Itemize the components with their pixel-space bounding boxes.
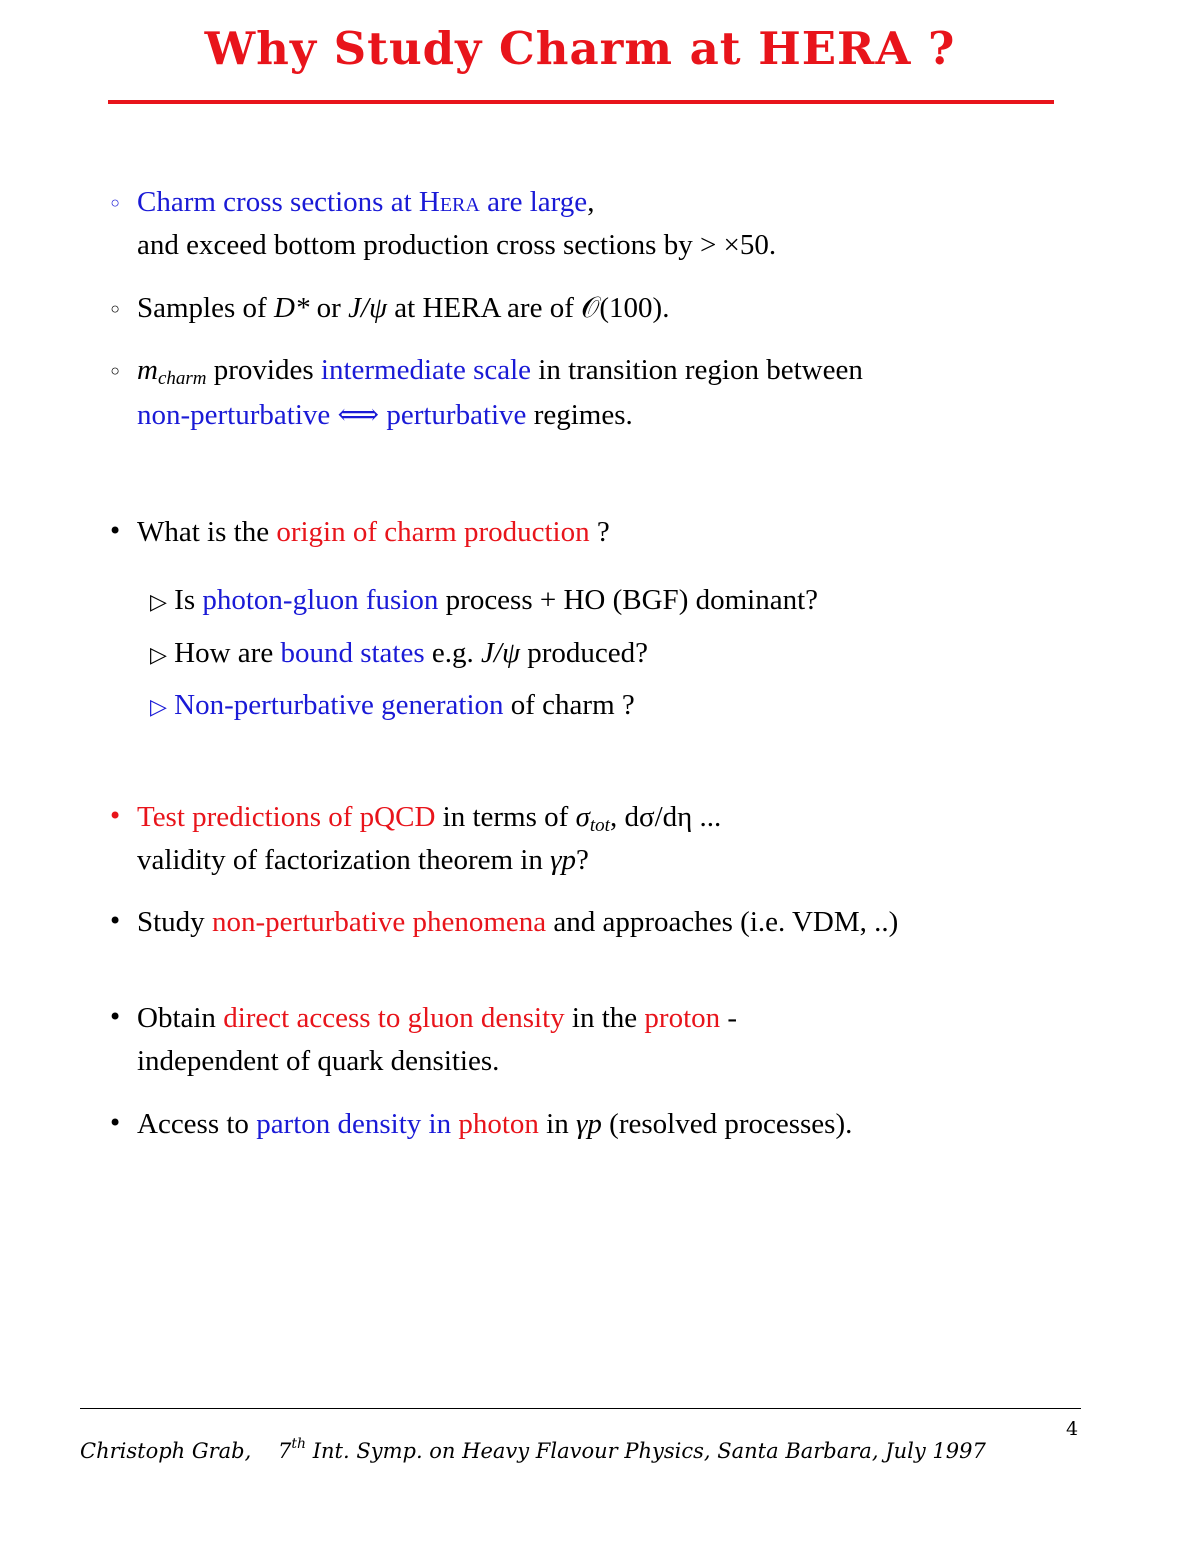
text-segment: provides	[206, 354, 321, 386]
bullet-marker: ◦	[108, 190, 123, 218]
text-segment: at HERA are of	[387, 292, 582, 324]
footer-conference: Int. Symp. on Heavy Flavour Physics, Santa Barbara, July 1997	[306, 1439, 986, 1463]
text-segment: Obtain	[137, 1002, 224, 1034]
math-subscript: charm	[157, 368, 207, 389]
bullet-mcharm	[137, 354, 863, 390]
text-segment: in terms of	[435, 801, 576, 833]
math-sigma: σ	[575, 801, 590, 833]
subbullet-nonpert	[150, 689, 635, 722]
text-segment: in transition region between	[531, 354, 863, 386]
text-segment: produced?	[519, 637, 649, 669]
bullet-cross-sections-line2: and exceed bottom production cross sections by > ×50.	[137, 229, 777, 261]
footer-citation	[80, 1436, 986, 1463]
subbullet-bgf	[150, 584, 818, 617]
triangle-icon: ▷	[150, 694, 167, 719]
bullet-marker: ◦	[108, 296, 123, 324]
text-segment: of charm ?	[503, 689, 635, 721]
text-segment: bound states	[280, 637, 425, 669]
math-dstar: D*	[273, 292, 310, 324]
bullet-nonpert-phenomena	[137, 906, 898, 939]
triangle-icon: ▷	[150, 589, 167, 614]
bullet-samples	[137, 292, 669, 325]
math-gammap: γp	[550, 844, 577, 876]
page-number: 4	[1066, 1418, 1079, 1440]
text-segment: non-perturbative ⟺ perturbative	[137, 399, 527, 431]
footer-divider	[80, 1408, 1081, 1409]
math-order: 𝒪(100).	[581, 292, 670, 324]
footer-ordinal-sup: th	[291, 1436, 307, 1452]
text-segment: Study	[137, 906, 212, 938]
bullet-marker: •	[108, 802, 123, 830]
text-segment: How are	[166, 637, 281, 669]
text-segment: Charm cross sections at	[137, 186, 419, 218]
text-segment: direct access to gluon density	[223, 1002, 565, 1034]
math-gammap: γp	[575, 1108, 602, 1140]
text-segment: origin of charm production	[276, 516, 590, 548]
bullet-origin	[137, 516, 610, 549]
text-segment: process + HO (BGF) dominant?	[438, 584, 819, 616]
hera-smallcaps: Hera	[418, 186, 480, 218]
slide-title: Why Study Charm at HERA ?	[204, 22, 956, 75]
text-segment: ,	[587, 186, 595, 218]
text-segment: Access to	[137, 1108, 257, 1140]
subbullet-bound-states	[150, 637, 648, 670]
bullet-pqcd	[137, 801, 721, 837]
text-segment: proton	[644, 1002, 721, 1034]
bullet-marker: •	[108, 907, 123, 935]
text-segment: parton density in	[256, 1108, 452, 1140]
bullet-marker: •	[108, 1003, 123, 1031]
bullet-pqcd-line2	[137, 844, 589, 877]
bullet-mcharm-line2	[137, 397, 633, 432]
bullet-marker: ◦	[108, 358, 123, 386]
text-segment: and approaches (i.e. VDM, ..)	[546, 906, 899, 938]
text-segment: intermediate scale	[320, 354, 532, 386]
text-segment: regimes.	[526, 399, 633, 431]
text-segment: validity of factorization theorem in	[137, 844, 551, 876]
text-segment: (resolved processes).	[601, 1108, 853, 1140]
bullet-gluon-density	[137, 1002, 737, 1035]
text-segment: , dσ/dη ...	[609, 801, 722, 833]
footer-author: Christoph Grab,	[80, 1439, 252, 1463]
text-segment: Is	[166, 584, 203, 616]
math-subscript: tot	[589, 815, 610, 836]
text-segment: ?	[576, 844, 589, 876]
text-segment: -	[720, 1002, 738, 1034]
text-segment: ?	[589, 516, 610, 548]
bullet-parton-density	[137, 1108, 852, 1141]
bullet-marker: •	[108, 517, 123, 545]
triangle-icon: ▷	[150, 642, 167, 667]
math-jpsi: J/ψ	[481, 637, 520, 669]
text-segment: photon	[451, 1108, 539, 1140]
text-segment: Non-perturbative generation	[166, 689, 504, 721]
text-segment: are large	[479, 186, 588, 218]
math-m: m	[137, 354, 158, 386]
text-segment: Samples of	[137, 292, 274, 324]
text-segment: What is the	[137, 516, 277, 548]
footer-ordinal: 7	[278, 1439, 292, 1463]
math-jpsi: J/ψ	[348, 292, 388, 324]
text-segment: e.g.	[424, 637, 482, 669]
title-divider	[108, 100, 1054, 104]
text-segment: non-perturbative phenomena	[211, 906, 547, 938]
bullet-cross-sections	[137, 186, 594, 219]
text-segment: in the	[564, 1002, 645, 1034]
text-segment: or	[309, 292, 349, 324]
text-segment: Test predictions of pQCD	[137, 801, 436, 833]
bullet-gluon-density-line2: independent of quark densities.	[137, 1045, 500, 1077]
text-segment: in	[538, 1108, 576, 1140]
text-segment: photon-gluon fusion	[202, 584, 439, 616]
bullet-marker: •	[108, 1109, 123, 1137]
